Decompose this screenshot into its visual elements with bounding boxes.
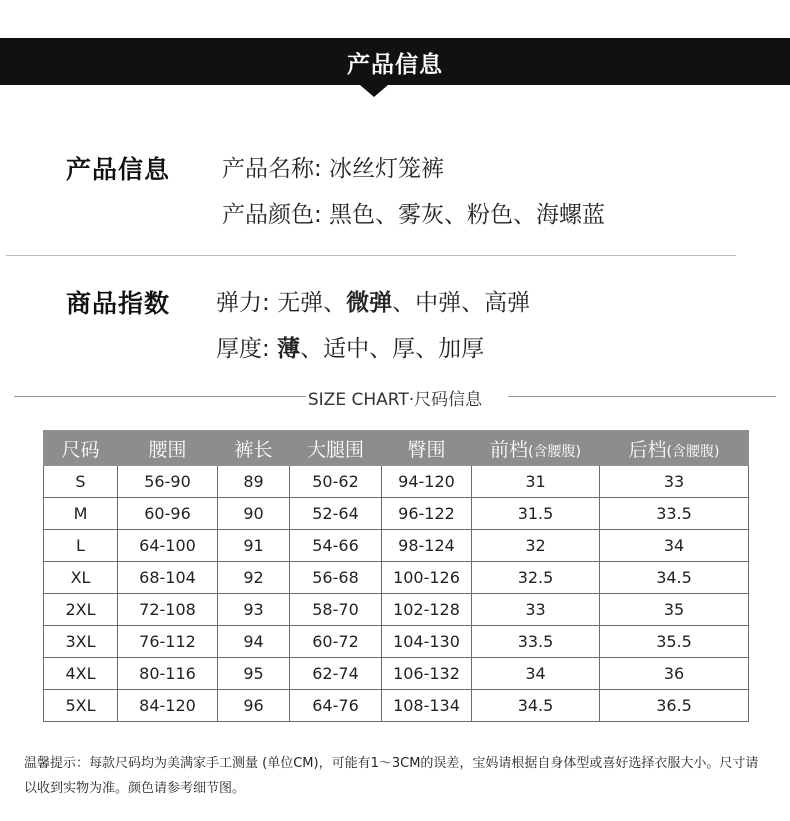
thickness-options — [277, 336, 484, 362]
table-cell: 108-134 — [382, 690, 472, 722]
table-cell: 60-72 — [290, 626, 382, 658]
table-cell: 2XL — [44, 594, 118, 626]
table-cell: 4XL — [44, 658, 118, 690]
elasticity-options — [277, 290, 530, 316]
size-chart-title: SIZE CHART·尺码信息 — [307, 390, 483, 410]
table-row — [44, 530, 749, 562]
table-row — [44, 626, 749, 658]
column-header-label: 裤长 — [234, 438, 273, 461]
elasticity-option: 微弹 — [346, 290, 393, 316]
table-cell: L — [44, 530, 118, 562]
table-cell: 102-128 — [382, 594, 472, 626]
size-table — [43, 430, 749, 722]
list-separator: 、 — [415, 336, 439, 362]
table-cell: 94 — [218, 626, 290, 658]
table-cell: 36.5 — [600, 690, 749, 722]
table-row — [44, 466, 749, 498]
list-separator: 、 — [461, 290, 485, 316]
table-cell: 34.5 — [600, 562, 749, 594]
elasticity-line — [216, 284, 530, 317]
table-cell: 34 — [600, 530, 749, 562]
table-row — [44, 498, 749, 530]
table-cell: S — [44, 466, 118, 498]
table-cell: 50-62 — [290, 466, 382, 498]
table-cell: 5XL — [44, 690, 118, 722]
column-header — [118, 431, 218, 466]
column-header-note: (含腰腹) — [528, 443, 581, 460]
list-separator: 、 — [323, 290, 347, 316]
table-cell: 84-120 — [118, 690, 218, 722]
table-cell: 35.5 — [600, 626, 749, 658]
table-cell: 52-64 — [290, 498, 382, 530]
size-table-header — [44, 431, 749, 466]
thickness-option: 适中 — [323, 336, 370, 362]
table-cell: 96-122 — [382, 498, 472, 530]
table-cell: 89 — [218, 466, 290, 498]
table-cell: 35 — [600, 594, 749, 626]
size-chart-heading — [14, 383, 776, 409]
table-row — [44, 690, 749, 722]
column-header-label: 后档 — [628, 438, 667, 461]
table-cell: 104-130 — [382, 626, 472, 658]
thickness-line — [216, 330, 484, 363]
table-cell: 31 — [472, 466, 600, 498]
thickness-option: 厚 — [392, 336, 416, 362]
table-cell: 68-104 — [118, 562, 218, 594]
table-cell: 100-126 — [382, 562, 472, 594]
column-header-label: 臀围 — [407, 438, 446, 461]
product-color-line: 产品颜色: 黑色、雾灰、粉色、海螺蓝 — [222, 202, 606, 228]
banner-notch-arrow — [360, 85, 388, 97]
column-header — [290, 431, 382, 466]
list-separator: 、 — [300, 336, 324, 362]
table-cell: 58-70 — [290, 594, 382, 626]
table-cell: 32 — [472, 530, 600, 562]
section-divider — [6, 255, 736, 256]
banner-title: 产品信息 — [347, 52, 443, 78]
table-cell: 62-74 — [290, 658, 382, 690]
table-cell: 106-132 — [382, 658, 472, 690]
table-cell: 91 — [218, 530, 290, 562]
table-cell: 54-66 — [290, 530, 382, 562]
table-cell: 80-116 — [118, 658, 218, 690]
list-separator: 、 — [392, 290, 416, 316]
table-row — [44, 562, 749, 594]
table-cell: 76-112 — [118, 626, 218, 658]
elasticity-prefix: 弹力: — [216, 290, 278, 316]
table-cell: 34.5 — [472, 690, 600, 722]
elasticity-option: 高弹 — [484, 290, 531, 316]
product-name-line: 产品名称: 冰丝灯笼裤 — [222, 156, 445, 182]
table-cell: 33.5 — [472, 626, 600, 658]
column-header-label: 大腿围 — [306, 438, 364, 461]
elasticity-option: 中弹 — [415, 290, 462, 316]
table-cell: 94-120 — [382, 466, 472, 498]
table-cell: 90 — [218, 498, 290, 530]
product-index-label: 商品指数 — [66, 289, 171, 318]
table-cell: 33 — [600, 466, 749, 498]
thickness-prefix: 厚度: — [216, 336, 278, 362]
table-row — [44, 594, 749, 626]
column-header — [472, 431, 600, 466]
table-cell: 72-108 — [118, 594, 218, 626]
table-cell: 36 — [600, 658, 749, 690]
column-header-label: 腰围 — [148, 438, 187, 461]
thickness-option: 加厚 — [438, 336, 485, 362]
table-cell: 56-90 — [118, 466, 218, 498]
table-cell: 60-96 — [118, 498, 218, 530]
header-banner — [0, 38, 790, 85]
table-cell: 33.5 — [600, 498, 749, 530]
column-header — [600, 431, 749, 466]
table-cell: 33 — [472, 594, 600, 626]
table-cell: 96 — [218, 690, 290, 722]
column-header — [44, 431, 118, 466]
table-cell: XL — [44, 562, 118, 594]
size-table-body — [44, 466, 749, 722]
table-cell: M — [44, 498, 118, 530]
size-notice: 温馨提示：每款尺码均为美满家手工测量 (单位CM)，可能有1～3CM的误差，宝妈请根据自身体型或喜好选择衣服大小。尺寸请以收到实物为准。颜色请参考细节图。 — [24, 756, 759, 796]
table-cell: 31.5 — [472, 498, 600, 530]
table-cell: 95 — [218, 658, 290, 690]
table-cell: 64-100 — [118, 530, 218, 562]
table-cell: 92 — [218, 562, 290, 594]
table-cell: 93 — [218, 594, 290, 626]
table-cell: 56-68 — [290, 562, 382, 594]
column-header-note: (含腰腹) — [666, 443, 720, 460]
column-header-label: 前档 — [490, 438, 529, 461]
table-cell: 34 — [472, 658, 600, 690]
column-header-label: 尺码 — [61, 438, 100, 461]
elasticity-option: 无弹 — [277, 290, 324, 316]
column-header — [218, 431, 290, 466]
table-cell: 32.5 — [472, 562, 600, 594]
thickness-option: 薄 — [277, 336, 301, 362]
table-cell: 64-76 — [290, 690, 382, 722]
column-header — [382, 431, 472, 466]
list-separator: 、 — [369, 336, 393, 362]
product-info-label: 产品信息 — [66, 155, 171, 184]
table-cell: 98-124 — [382, 530, 472, 562]
table-row — [44, 658, 749, 690]
table-cell: 3XL — [44, 626, 118, 658]
